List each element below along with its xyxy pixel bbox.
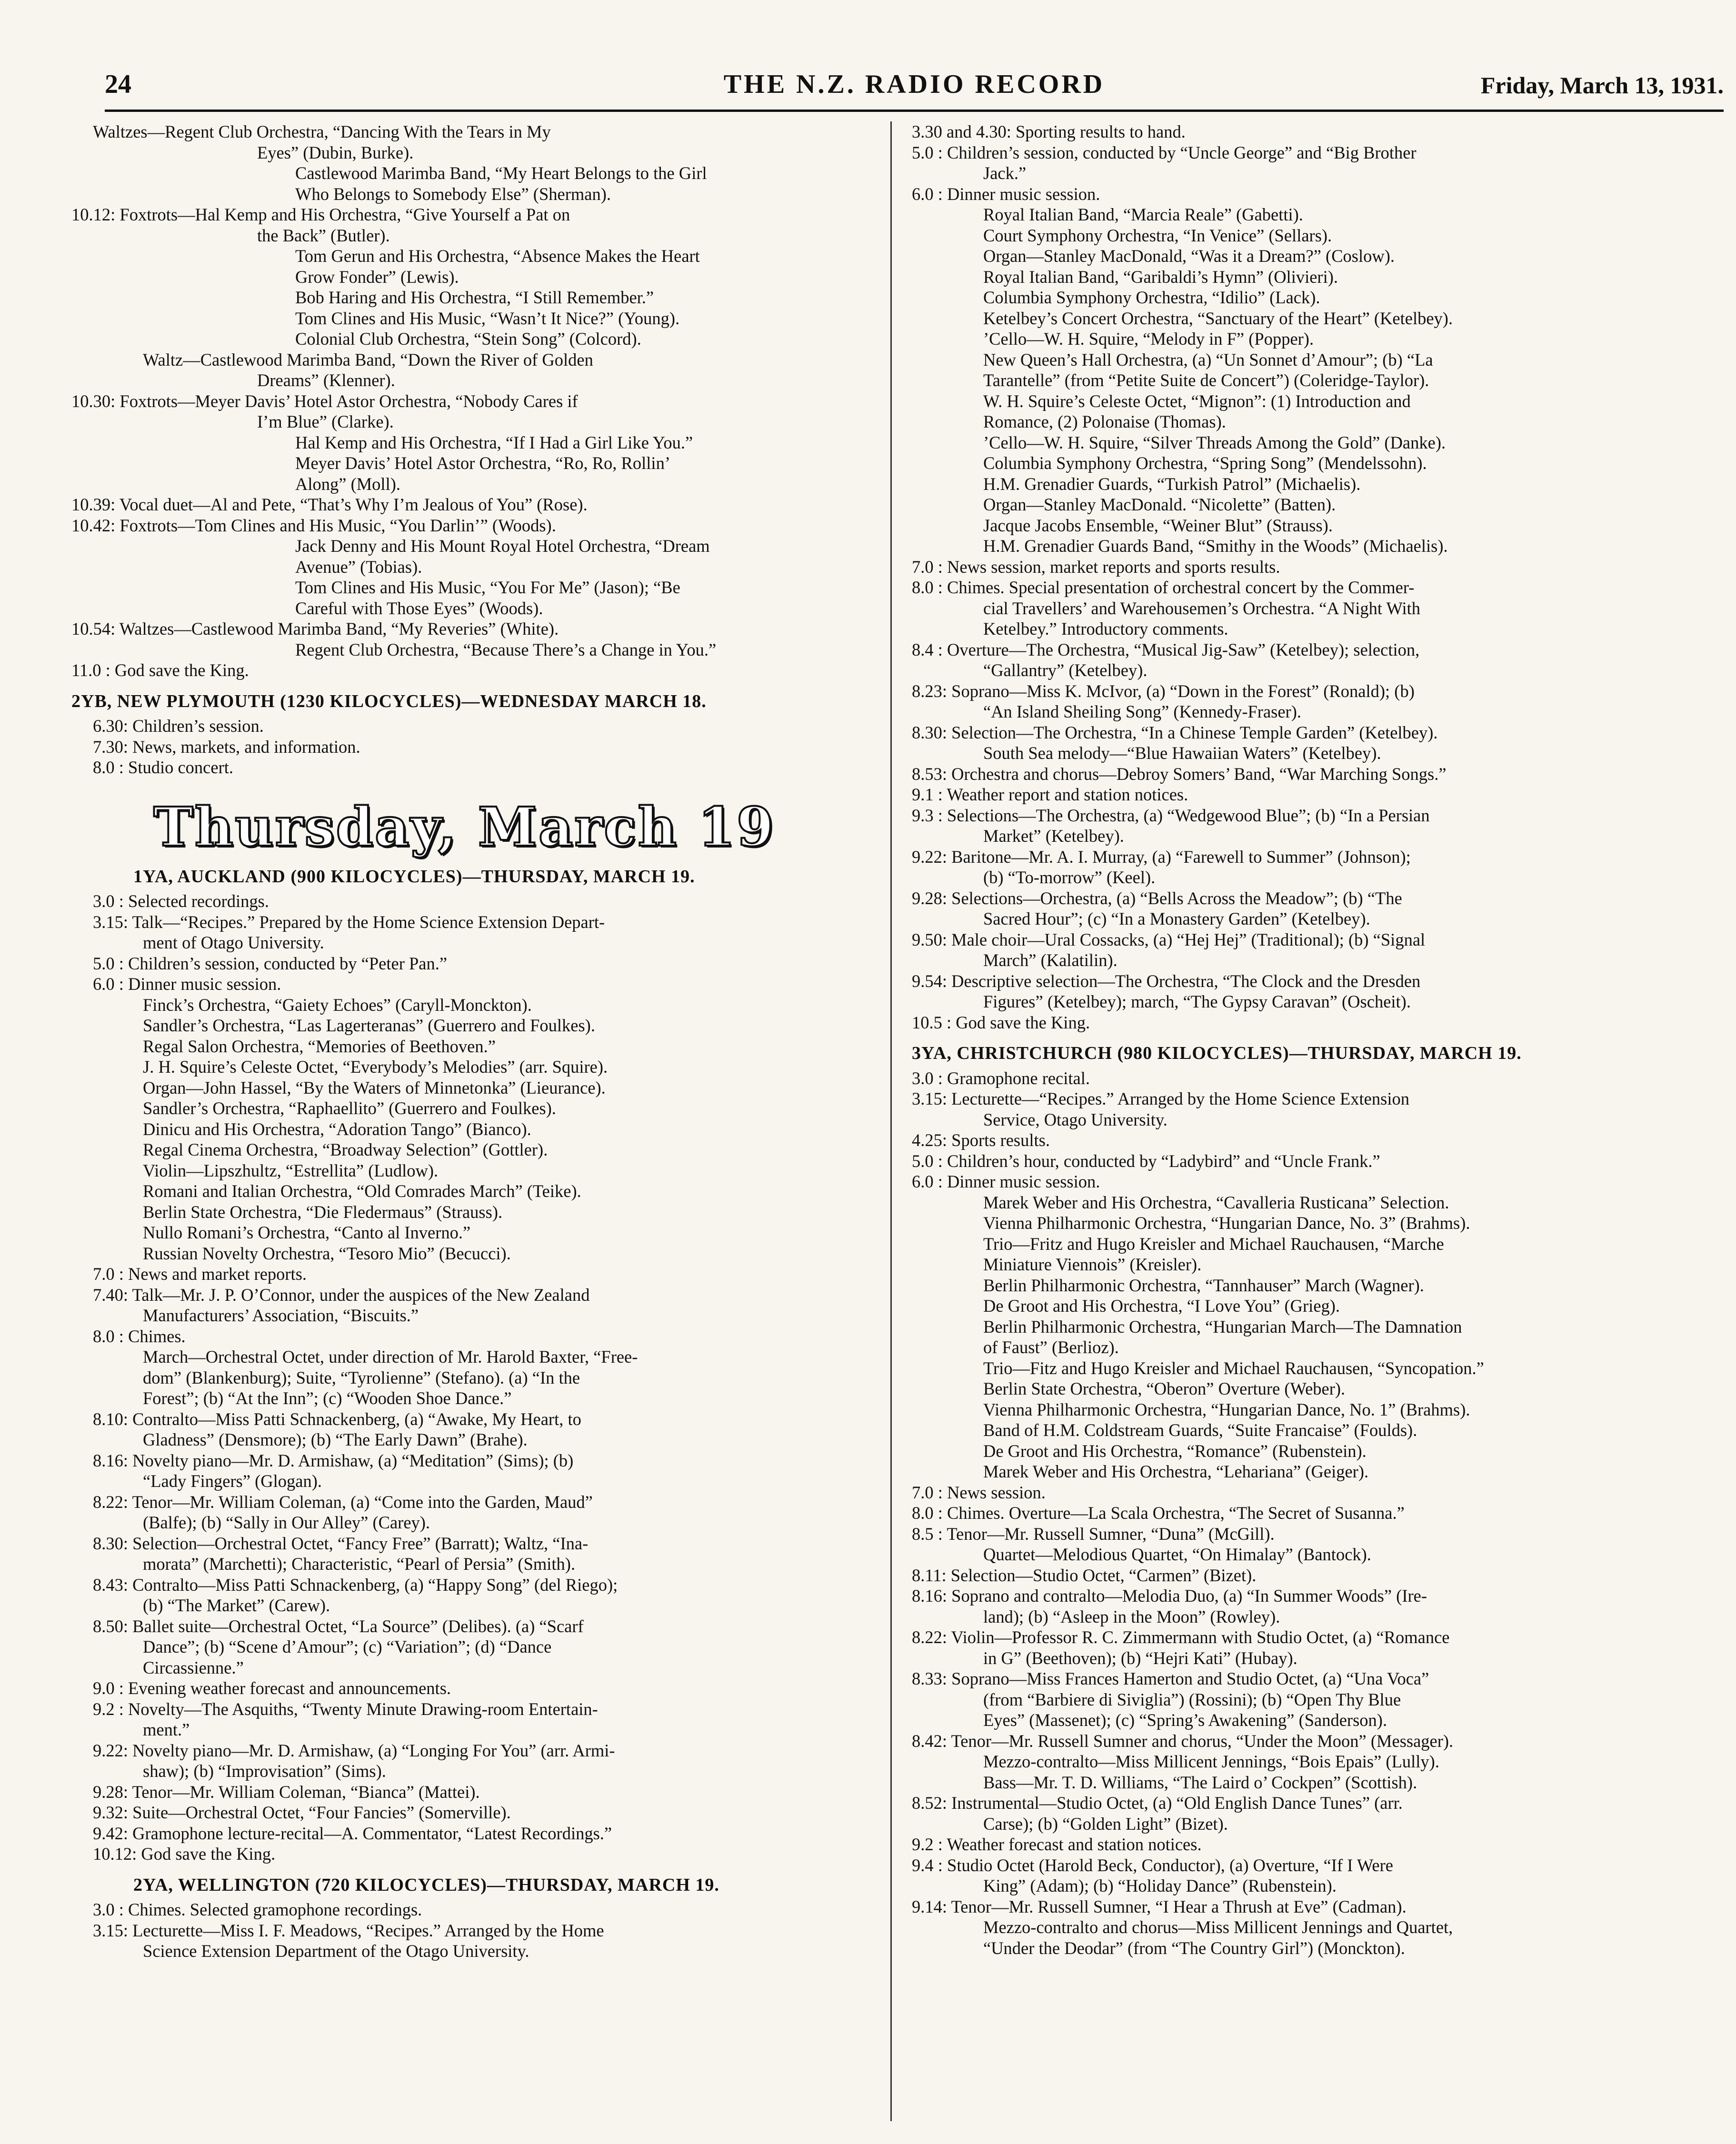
programme-line: 9.1 : Weather report and station notices.: [912, 785, 1188, 804]
programme-line: 8.53: Orchestra and chorus—Debroy Somers’ Band, “War Marching Songs.”: [912, 764, 1447, 784]
programme-line: 6.0 : Dinner music session.: [912, 1172, 1100, 1191]
programme-line: Royal Italian Band, “Marcia Reale” (Gabetti).: [983, 205, 1303, 224]
programme-line: Berlin State Orchestra, “Oberon” Overture (Weber).: [983, 1379, 1346, 1398]
programme-line: 7.40: Talk—Mr. J. P. O’Connor, under the auspices of the New Zealand: [93, 1285, 590, 1305]
programme-line: Sandler’s Orchestra, “Raphaellito” (Guerrero and Foulkes).: [143, 1098, 556, 1118]
programme-line: Sacred Hour”; (c) “In a Monastery Garden” (Ketelbey).: [983, 909, 1370, 928]
programme-line: 10.12: God save the King.: [93, 1844, 276, 1864]
programme-line: 8.0 : Studio concert.: [93, 758, 233, 777]
programme-line: 9.28: Selections—Orchestra, (a) “Bells Across the Meadow”; (b) “The: [912, 888, 1402, 908]
programme-line: Organ—Stanley MacDonald. “Nicolette” (Batten).: [983, 495, 1336, 514]
programme-line: Ketelbey.” Introductory comments.: [983, 619, 1228, 638]
programme-line: 4.25: Sports results.: [912, 1130, 1050, 1150]
programme-line: W. H. Squire’s Celeste Octet, “Mignon”: (1) Introduction and: [983, 391, 1411, 411]
programme-line: 6.0 : Dinner music session.: [912, 184, 1100, 204]
programme-line: 9.22: Baritone—Mr. A. I. Murray, (a) “Farewell to Summer” (Johnson);: [912, 847, 1411, 867]
programme-line: 3.0 : Gramophone recital.: [912, 1068, 1090, 1088]
programme-line: cial Travellers’ and Warehousemen’s Orchestra. “A Night With: [983, 598, 1421, 618]
programme-line: Royal Italian Band, “Garibaldi’s Hymn” (Olivieri).: [983, 267, 1338, 287]
thursday-programmes-right: [912, 121, 1697, 1958]
programme-line: “Lady Fingers” (Glogan).: [143, 1471, 322, 1491]
programme-line: 11.0 : God save the King.: [71, 660, 249, 680]
programme-line: Quartet—Melodious Quartet, “On Himalay” (Bantock).: [983, 1545, 1371, 1564]
programme-line: Castlewood Marimba Band, “My Heart Belongs to the Girl: [295, 163, 707, 183]
programme-line: Berlin Philharmonic Orchestra, “Tannhauser” March (Wagner).: [983, 1275, 1424, 1295]
programme-line: Who Belongs to Somebody Else” (Sherman).: [295, 184, 611, 204]
programme-line: Eyes” (Dubin, Burke).: [257, 142, 414, 162]
programme-line: De Groot and His Orchestra, “I Love You” (Grieg).: [983, 1296, 1340, 1316]
programme-line: 8.50: Ballet suite—Orchestral Octet, “La Source” (Delibes). (a) “Scarf: [93, 1616, 584, 1636]
programme-line: Along” (Moll).: [295, 474, 400, 494]
programme-line: Band of H.M. Coldstream Guards, “Suite Francaise” (Foulds).: [983, 1420, 1417, 1440]
programme-line: Dance”; (b) “Scene d’Amour”; (c) “Variation”; (d) “Dance: [143, 1637, 552, 1656]
programme-line: Regal Cinema Orchestra, “Broadway Selection” (Gottler).: [143, 1140, 548, 1159]
programme-line: 8.0 : Chimes. Overture—La Scala Orchestra, “The Secret of Susanna.”: [912, 1503, 1405, 1523]
station-heading: 2YA, WELLINGTON (720 KILOCYCLES)—THURSDAY, MARCH 19.: [133, 1875, 719, 1895]
programme-line: Court Symphony Orchestra, “In Venice” (Sellars).: [983, 225, 1332, 245]
programme-line: 7.0 : News session.: [912, 1482, 1046, 1502]
programme-line: (from “Barbiere di Siviglia”) (Rossini); (b) “Open Thy Blue: [983, 1689, 1401, 1709]
programme-line: Service, Otago University.: [983, 1109, 1167, 1129]
programme-line: Miniature Viennois” (Kreisler).: [983, 1255, 1202, 1274]
programme-line: Ketelbey’s Concert Orchestra, “Sanctuary of the Heart” (Ketelbey).: [983, 308, 1453, 328]
programme-line: Waltz—Castlewood Marimba Band, “Down the River of Golden: [143, 349, 593, 369]
left-column: [71, 121, 857, 1962]
programme-line: Figures” (Ketelbey); march, “The Gypsy Caravan” (Oscheit).: [983, 992, 1411, 1011]
programme-line: South Sea melody—“Blue Hawaiian Waters” (Ketelbey).: [983, 743, 1381, 763]
programme-line: 8.16: Novelty piano—Mr. D. Armishaw, (a) “Meditation” (Sims); (b): [93, 1450, 574, 1470]
programme-line: Columbia Symphony Orchestra, “Idilio” (Lack).: [983, 288, 1320, 307]
programme-line: ’Cello—W. H. Squire, “Silver Threads Among the Gold” (Danke).: [983, 432, 1446, 452]
programme-line: in G” (Beethoven); (b) “Hejri Kati” (Hubay).: [983, 1648, 1297, 1668]
programme-line: Regal Salon Orchestra, “Memories of Beethoven.”: [143, 1036, 496, 1056]
programme-line: Bass—Mr. T. D. Williams, “The Laird o’ Cockpen” (Scottish).: [983, 1772, 1417, 1792]
programme-line: Careful with Those Eyes” (Woods).: [295, 598, 543, 618]
programme-line: 9.42: Gramophone lecture-recital—A. Commentator, “Latest Recordings.”: [93, 1823, 612, 1843]
programme-line: Regent Club Orchestra, “Because There’s a Change in You.”: [295, 639, 717, 659]
programme-line: Jacque Jacobs Ensemble, “Weiner Blut” (Strauss).: [983, 515, 1333, 535]
programme-line: 8.0 : Chimes.: [93, 1326, 186, 1346]
programme-line: 7.30: News, markets, and information.: [93, 737, 360, 757]
programme-line: 9.0 : Evening weather forecast and announcements.: [93, 1678, 451, 1698]
programme-line: Vienna Philharmonic Orchestra, “Hungarian Dance, No. 1” (Brahms).: [983, 1399, 1470, 1419]
right-column: [912, 121, 1697, 1958]
programme-line: De Groot and His Orchestra, “Romance” (Rubenstein).: [983, 1441, 1367, 1461]
programme-line: (Balfe); (b) “Sally in Our Alley” (Carey).: [143, 1513, 430, 1532]
programme-line: 3.15: Lecturette—Miss I. F. Meadows, “Recipes.” Arranged by the Home: [93, 1920, 604, 1940]
programme-line: March—Orchestral Octet, under direction of Mr. Harold Baxter, “Free-: [143, 1347, 638, 1366]
programme-line: (b) “To-morrow” (Keel).: [983, 868, 1156, 887]
programme-line: 9.28: Tenor—Mr. William Coleman, “Bianca” (Mattei).: [93, 1782, 480, 1802]
programme-line: Tom Clines and His Music, “You For Me” (Jason); “Be: [295, 578, 680, 597]
programme-line: 9.14: Tenor—Mr. Russell Sumner, “I Hear a Thrush at Eve” (Cadman).: [912, 1896, 1407, 1916]
programme-line: 5.0 : Children’s session, conducted by “Peter Pan.”: [93, 953, 448, 973]
programme-line: H.M. Grenadier Guards Band, “Smithy in the Woods” (Michaelis).: [983, 536, 1448, 556]
programme-line: I’m Blue” (Clarke).: [257, 412, 394, 431]
programme-line: 8.4 : Overture—The Orchestra, “Musical Jig-Saw” (Ketelbey); selection,: [912, 639, 1420, 659]
programme-line: 9.54: Descriptive selection—The Orchestra, “The Clock and the Dresden: [912, 971, 1421, 991]
programme-line: 9.3 : Selections—The Orchestra, (a) “Wedgewood Blue”; (b) “In a Persian: [912, 805, 1430, 825]
programme-line: Trio—Fritz and Hugo Kreisler and Michael Rauchausen, “Marche: [983, 1234, 1444, 1254]
programme-line: 7.0 : News session, market reports and sports results.: [912, 557, 1280, 577]
programme-line: Bob Haring and His Orchestra, “I Still Remember.”: [295, 288, 654, 307]
programme-line: Mezzo-contralto and chorus—Miss Millicent Jennings and Quartet,: [983, 1917, 1453, 1937]
programme-line: Colonial Club Orchestra, “Stein Song” (Colcord).: [295, 329, 641, 349]
programme-line: 8.30: Selection—The Orchestra, “In a Chinese Temple Garden” (Ketelbey).: [912, 722, 1438, 742]
programme-line: Dinicu and His Orchestra, “Adoration Tango” (Bianco).: [143, 1119, 531, 1139]
programme-line: 8.52: Instrumental—Studio Octet, (a) “Old English Dance Tunes” (arr.: [912, 1793, 1403, 1813]
programme-line: Tom Clines and His Music, “Wasn’t It Nice?” (Young).: [295, 308, 680, 328]
programme-line: Grow Fonder” (Lewis).: [295, 267, 459, 287]
programme-line: the Back” (Butler).: [257, 225, 390, 245]
programme-line: 10.30: Foxtrots—Meyer Davis’ Hotel Astor Orchestra, “Nobody Cares if: [71, 391, 578, 411]
programme-line: 8.23: Soprano—Miss K. McIvor, (a) “Down in the Forest” (Ronald); (b): [912, 681, 1415, 701]
programme-line: Circassienne.”: [143, 1657, 244, 1677]
programme-line: Violin—Lipszhultz, “Estrellita” (Ludlow).: [143, 1160, 439, 1180]
programme-line: 8.22: Tenor—Mr. William Coleman, (a) “Come into the Garden, Maud”: [93, 1492, 593, 1512]
programme-line: H.M. Grenadier Guards, “Turkish Patrol” (Michaelis).: [983, 474, 1361, 494]
programme-line: King” (Adam); (b) “Holiday Dance” (Rubenstein).: [983, 1876, 1337, 1895]
programme-line: New Queen’s Hall Orchestra, (a) “Un Sonnet d’Amour”; (b) “La: [983, 349, 1433, 369]
programme-line: Sandler’s Orchestra, “Las Lagerteranas” (Guerrero and Foulkes).: [143, 1016, 595, 1035]
programme-line: “An Island Sheiling Song” (Kennedy-Fraser).: [983, 702, 1301, 721]
programme-line: Trio—Fitz and Hugo Kreisler and Michael Rauchausen, “Syncopation.”: [983, 1358, 1484, 1378]
programme-line: Columbia Symphony Orchestra, “Spring Song” (Mendelssohn).: [983, 453, 1427, 473]
programme-line: 9.22: Novelty piano—Mr. D. Armishaw, (a) “Longing For You” (arr. Armi-: [93, 1740, 615, 1760]
programme-line: 6.30: Children’s session.: [93, 716, 264, 736]
programme-line: 10.42: Foxtrots—Tom Clines and His Music, “You Darlin’” (Woods).: [71, 515, 556, 535]
programme-line: of Faust” (Berlioz).: [983, 1337, 1119, 1357]
issue-date: Friday, March 13, 1931.: [1480, 72, 1724, 99]
station-heading: 1YA, AUCKLAND (900 KILOCYCLES)—THURSDAY, MARCH 19.: [133, 866, 695, 887]
programme-line: Jack.”: [983, 163, 1027, 183]
programme-line: “Gallantry” (Ketelbey).: [983, 660, 1147, 680]
programme-line: “Under the Deodar” (from “The Country Girl”) (Monckton).: [983, 1938, 1405, 1958]
programme-line: 6.0 : Dinner music session.: [93, 974, 281, 994]
programme-line: Marek Weber and His Orchestra, “Lehariana” (Geiger).: [983, 1462, 1369, 1481]
programme-line: 8.33: Soprano—Miss Frances Hamerton and Studio Octet, (a) “Una Voca”: [912, 1669, 1429, 1688]
programme-line: Mezzo-contralto—Miss Millicent Jennings, “Bois Epais” (Lully).: [983, 1752, 1439, 1771]
programme-line: 10.39: Vocal duet—Al and Pete, “That’s Why I’m Jealous of You” (Rose).: [71, 495, 588, 514]
programme-line: Carse); (b) “Golden Light” (Bizet).: [983, 1814, 1228, 1834]
programme-line: Dreams” (Klenner).: [257, 370, 395, 390]
day-heading: Thursday, March 19: [153, 796, 775, 858]
programme-line: 3.15: Talk—“Recipes.” Prepared by the Home Science Extension Depart-: [93, 912, 605, 932]
station-heading: 2YB, NEW PLYMOUTH (1230 KILOCYCLES)—WEDNESDAY MARCH 18.: [71, 691, 707, 711]
programme-line: 9.2 : Novelty—The Asquiths, “Twenty Minute Drawing-room Entertain-: [93, 1699, 598, 1719]
programme-line: 8.5 : Tenor—Mr. Russell Sumner, “Duna” (McGill).: [912, 1524, 1275, 1544]
programme-line: land); (b) “Asleep in the Moon” (Rowley).: [983, 1606, 1280, 1626]
programme-line: 5.0 : Children’s hour, conducted by “Ladybird” and “Uncle Frank.”: [912, 1151, 1380, 1171]
programme-line: Romance, (2) Polonaise (Thomas).: [983, 412, 1226, 431]
programme-line: Market” (Ketelbey).: [983, 826, 1124, 846]
programme-line: Romani and Italian Orchestra, “Old Comrades March” (Teike).: [143, 1181, 581, 1201]
programme-line: 10.12: Foxtrots—Hal Kemp and His Orchestra, “Give Yourself a Pat on: [71, 205, 570, 224]
programme-line: Hal Kemp and His Orchestra, “If I Had a Girl Like You.”: [295, 432, 693, 452]
programme-line: morata” (Marchetti); Characteristic, “Pearl of Persia” (Smith).: [143, 1554, 576, 1574]
programme-line: Eyes” (Massenet); (c) “Spring’s Awakening” (Sanderson).: [983, 1710, 1387, 1730]
programme-line: 8.43: Contralto—Miss Patti Schnackenberg, (a) “Happy Song” (del Riego);: [93, 1575, 618, 1595]
programme-line: Berlin Philharmonic Orchestra, “Hungarian March—The Damnation: [983, 1316, 1462, 1336]
page-number: 24: [105, 70, 131, 99]
programme-line: 10.54: Waltzes—Castlewood Marimba Band, “My Reveries” (White).: [71, 619, 559, 638]
publication-title: THE N.Z. RADIO RECORD: [723, 70, 1105, 99]
programme-line: Organ—Stanley MacDonald, “Was it a Dream?” (Coslow).: [983, 246, 1395, 266]
programme-line: Jack Denny and His Mount Royal Hotel Orchestra, “Dream: [295, 536, 710, 556]
programme-line: Meyer Davis’ Hotel Astor Orchestra, “Ro, Ro, Rollin’: [295, 453, 670, 473]
programme-line: 7.0 : News and market reports.: [93, 1264, 307, 1284]
programme-line: 3.0 : Selected recordings.: [93, 891, 269, 911]
programme-line: 8.11: Selection—Studio Octet, “Carmen” (Bizet).: [912, 1565, 1257, 1585]
programme-line: Tom Gerun and His Orchestra, “Absence Makes the Heart: [295, 246, 700, 266]
masthead: [105, 57, 1724, 112]
programme-line: 8.22: Violin—Professor R. C. Zimmermann with Studio Octet, (a) “Romance: [912, 1627, 1450, 1647]
column-divider: [890, 121, 892, 2121]
programme-line: 3.15: Lecturette—“Recipes.” Arranged by the Home Science Extension: [912, 1089, 1409, 1108]
programme-line: dom” (Blankenburg); Suite, “Tyrolienne” (Stefano). (a) “In the: [143, 1367, 580, 1387]
programme-line: Avenue” (Tobias).: [295, 557, 422, 577]
programme-line: ’Cello—W. H. Squire, “Melody in F” (Popper).: [983, 329, 1314, 349]
programme-line: 8.30: Selection—Orchestral Octet, “Fancy Free” (Barratt); Waltz, “Ina-: [93, 1533, 589, 1553]
programme-line: ment of Otago University.: [143, 933, 324, 952]
programme-line: 8.16: Soprano and contralto—Melodia Duo, (a) “In Summer Woods” (Ire-: [912, 1586, 1427, 1606]
programme-line: shaw); (b) “Improvisation” (Sims).: [143, 1761, 386, 1781]
programme-line: Organ—John Hassel, “By the Waters of Minnetonka” (Lieurance).: [143, 1077, 606, 1097]
programme-line: Manufacturers’ Association, “Biscuits.”: [143, 1306, 419, 1325]
programme-line: 9.4 : Studio Octet (Harold Beck, Conductor), (a) Overture, “If I Were: [912, 1855, 1393, 1875]
station-heading: 3YA, CHRISTCHURCH (980 KILOCYCLES)—THURSDAY, MARCH 19.: [912, 1043, 1522, 1063]
programme-line: Tarantelle” (from “Petite Suite de Concert”) (Coleridge-Taylor).: [983, 370, 1429, 390]
programme-line: Vienna Philharmonic Orchestra, “Hungarian Dance, No. 3” (Brahms).: [983, 1213, 1470, 1233]
programme-line: Berlin State Orchestra, “Die Fledermaus” (Strauss).: [143, 1202, 503, 1222]
programme-line: J. H. Squire’s Celeste Octet, “Everybody’s Melodies” (arr. Squire).: [143, 1057, 608, 1077]
thursday-programmes-left: [71, 867, 857, 1962]
programme-line: 8.10: Contralto—Miss Patti Schnackenberg, (a) “Awake, My Heart, to: [93, 1409, 581, 1429]
programme-line: Nullo Romani’s Orchestra, “Canto al Inverno.”: [143, 1223, 471, 1242]
programme-line: Russian Novelty Orchestra, “Tesoro Mio” (Becucci).: [143, 1243, 511, 1263]
programme-line: Marek Weber and His Orchestra, “Cavalleria Rusticana” Selection.: [983, 1192, 1449, 1212]
programme-line: Waltzes—Regent Club Orchestra, “Dancing With the Tears in My: [93, 122, 551, 141]
programme-line: 9.50: Male choir—Ural Cossacks, (a) “Hej Hej” (Traditional); (b) “Signal: [912, 929, 1426, 949]
programme-line: Science Extension Department of the Otago University.: [143, 1941, 529, 1961]
programme-line: (b) “The Market” (Carew).: [143, 1596, 330, 1615]
programme-line: March” (Kalatilin).: [983, 950, 1117, 970]
programme-line: Forest”; (b) “At the Inn”; (c) “Wooden Shoe Dance.”: [143, 1388, 512, 1408]
programme-line: 8.0 : Chimes. Special presentation of orchestral concert by the Commer-: [912, 578, 1415, 597]
programme-line: 3.0 : Chimes. Selected gramophone recordings.: [93, 1900, 422, 1919]
programme-line: Finck’s Orchestra, “Gaiety Echoes” (Caryll-Monckton).: [143, 995, 532, 1015]
programme-line: ment.”: [143, 1720, 190, 1739]
programme-line: 8.42: Tenor—Mr. Russell Sumner and chorus, “Under the Moon” (Messager).: [912, 1731, 1454, 1751]
programme-line: 3.30 and 4.30: Sporting results to hand.: [912, 122, 1186, 141]
programme-line: 5.0 : Children’s session, conducted by “Uncle George” and “Big Brother: [912, 142, 1417, 162]
programme-line: 9.32: Suite—Orchestral Octet, “Four Fancies” (Somerville).: [93, 1803, 511, 1822]
programme-line: 10.5 : God save the King.: [912, 1012, 1090, 1032]
programme-line: Gladness” (Densmore); (b) “The Early Dawn” (Brahe).: [143, 1430, 528, 1449]
programme-line: 9.2 : Weather forecast and station notices.: [912, 1835, 1202, 1854]
wednesday-programmes: [71, 121, 857, 778]
